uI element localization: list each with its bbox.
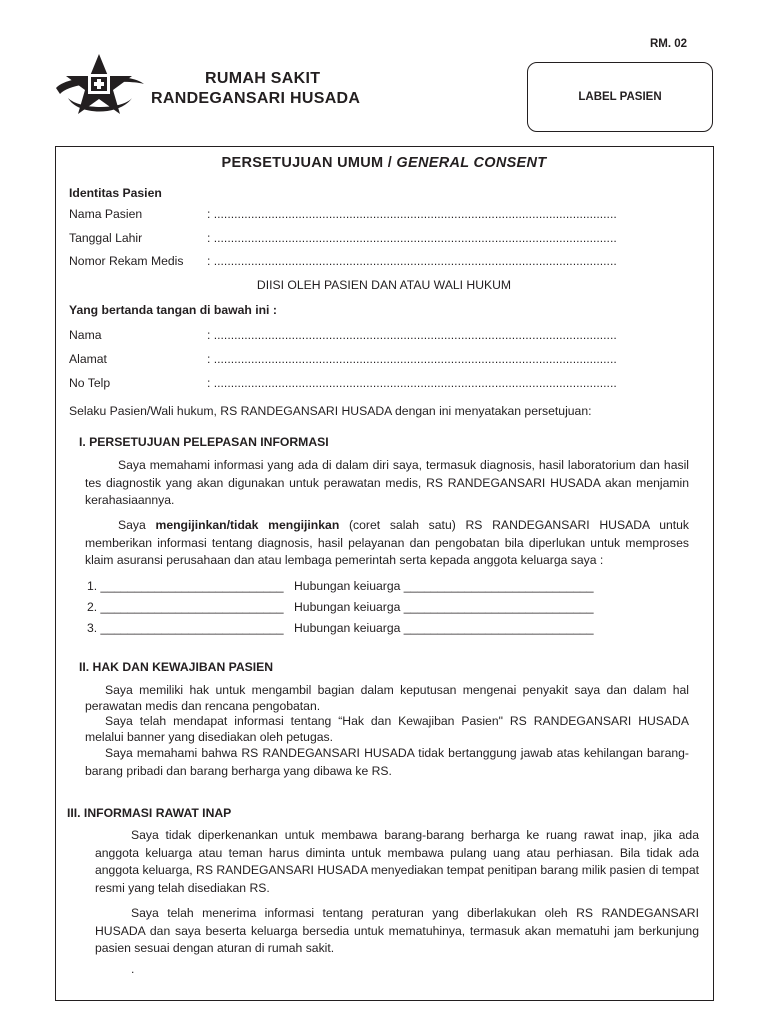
section2-paragraph3: Saya memahami bahwa RS RANDEGANSARI HUSADA tidak bertanggung jawab atas kehilangan barang- barang pribadi dan barang berharga yang dibawa ke RS.	[85, 746, 689, 778]
family-member-1[interactable]: 1. ___________________________	[87, 579, 284, 593]
form-title-main: PERSETUJUAN UMUM /	[221, 155, 397, 171]
signer-phone-field[interactable]: : .......................................................................................................................	[207, 376, 617, 390]
family-relation-2[interactable]: Hubungan keiuarga ____________________________	[294, 600, 594, 614]
hospital-name-line2: RANDEGANSARI HUSADA	[151, 90, 361, 107]
section2-heading: II. HAK DAN KEWAJIBAN PASIEN	[79, 660, 274, 674]
patient-label-text: LABEL PASIEN	[578, 91, 662, 103]
birth-date-field[interactable]: : .......................................................................................................................	[207, 231, 617, 245]
form-title	[0, 155, 768, 171]
patient-name-field[interactable]: : .......................................................................................................................	[207, 207, 617, 221]
consent-choice: mengijinkan/tidak mengijinkan	[155, 518, 340, 532]
section1-paragraph2: Saya mengijinkan/tidak mengijinkan (coret salah satu) RS RANDEGANSARI HUSADA untuk memberikan informasi tentang diagnosis, hasil pelayanan dan pengobatan bila diperlukan untuk memproses klaim asuransi perusahaan dan atau lembaga pemerintah serta kepada anggota keluarga saya :	[85, 518, 690, 567]
form-title-italic: GENERAL CONSENT	[396, 155, 547, 171]
consent-statement: Selaku Pasien/Wali hukum, RS RANDEGANSARI HUSADA dengan ini menyatakan persetujuan:	[69, 404, 592, 418]
medical-record-label: Nomor Rekam Medis	[69, 254, 184, 268]
signer-address-label: Alamat	[69, 352, 107, 366]
hospital-logo	[52, 52, 147, 124]
identity-heading: Identitas Pasien	[69, 186, 162, 200]
signer-heading: Yang bertanda tangan di bawah ini :	[69, 303, 277, 317]
patient-name-label: Nama Pasien	[69, 207, 143, 221]
family-member-3[interactable]: 3. ___________________________	[87, 621, 284, 635]
section2-paragraph1: Saya memiliki hak untuk mengambil bagian dalam keputusan mengenai penyakit saya dan dalam hal perawatan medis dan rencana pengobatan.	[85, 683, 689, 713]
signer-name-field[interactable]: : .......................................................................................................................	[207, 328, 617, 342]
signer-address-field[interactable]: : .......................................................................................................................	[207, 352, 617, 366]
family-relation-3[interactable]: Hubungan keiuarga ____________________________	[294, 621, 594, 635]
family-relation-1[interactable]: Hubungan keiuarga ____________________________	[294, 579, 594, 593]
trailing-dot: .	[131, 962, 135, 976]
medical-record-field[interactable]: : .......................................................................................................................	[207, 254, 617, 268]
section1-heading: I. PERSETUJUAN PELEPASAN INFORMASI	[79, 435, 329, 449]
patient-label-box	[527, 62, 713, 132]
section3-paragraph2: Saya telah menerima informasi tentang peraturan yang diberlakukan oleh RS RANDEGANSARI HUSADA dan saya beserta keluarga bersedia untuk mematuhinya, termasuk akan mematuhi jam berkunjung pasien sesuai dengan aturan di rumah sakit.	[95, 906, 699, 955]
hospital-name-line1: RUMAH SAKIT	[205, 70, 321, 87]
filled-by-note: DIISI OLEH PASIEN DAN ATAU WALI HUKUM	[256, 278, 512, 292]
birth-date-label: Tanggal Lahir	[69, 231, 143, 245]
signer-phone-label: No Telp	[69, 376, 111, 390]
section3-heading: III. INFORMASI RAWAT INAP	[67, 806, 232, 820]
form-code: RM. 02	[650, 38, 688, 50]
section1-paragraph1: Saya memahami informasi yang ada di dalam diri saya, termasuk diagnosis, hasil laboratorium dan hasil tes diagnostik yang akan digunakan untuk perawatan medis, RS RANDEGANSARI HUSADA akan menjamin kerahasiaannya.	[85, 458, 689, 507]
signer-name-label: Nama	[69, 328, 102, 342]
family-member-2[interactable]: 2. ___________________________	[87, 600, 284, 614]
section3-paragraph1: Saya tidak diperkenankan untuk membawa barang-barang berharga ke ruang rawat inap, jika ada anggota keluarga atau teman harus diminta untuk membawa pulang uang atau perhiasan. Bila tidak ada anggota keluarga, RS RANDEGANSARI HUSADA menyediakan tempat penitipan barang milik pasien di tempat resmi yang telah disediakan RS.	[95, 828, 699, 895]
section2-paragraph2: Saya telah mendapat informasi tentang “Hak dan Kewajiban Pasien" RS RANDEGANSARI HUSADA melalui banner yang disediakan oleh petugas.	[85, 714, 689, 744]
